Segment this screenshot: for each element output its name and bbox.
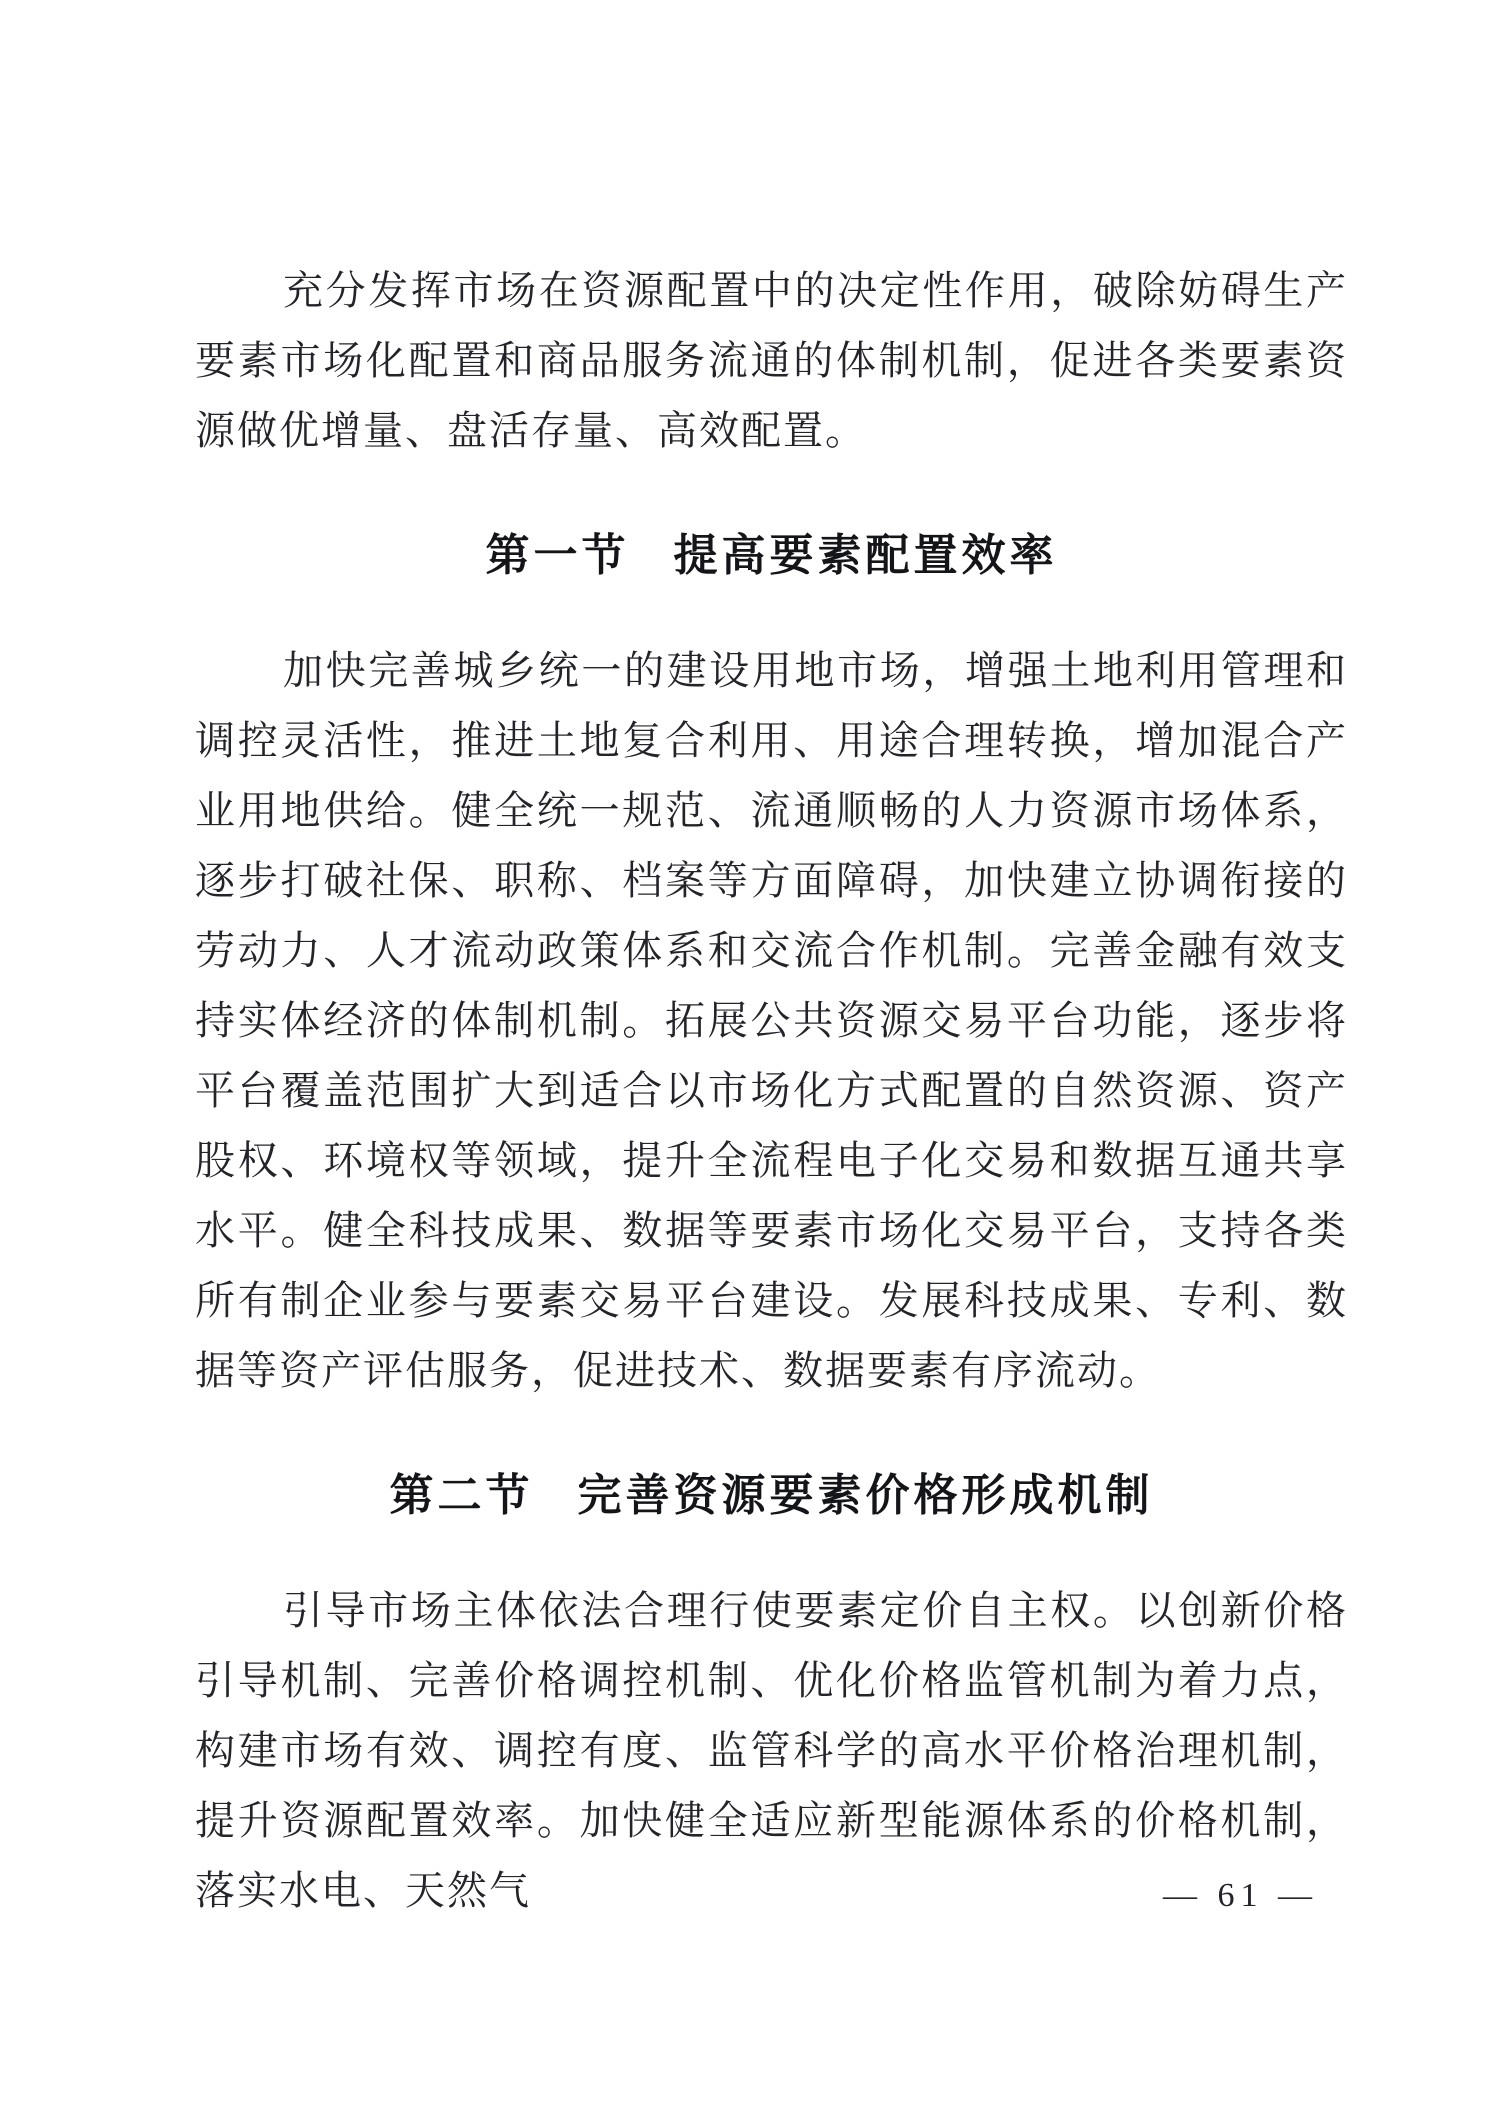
page-number: — 61 — [1163, 1877, 1318, 1914]
section-2-heading-title: 完善资源要素价格形成机制 [577, 1471, 1154, 1520]
section-2-paragraph: 引导市场主体依法合理行使要素定价自主权。以创新价格引导机制、完善价格调控机制、优化价格监管机制为着力点，构建市场有效、调控有度、监管科学的高水平价格治理机制，提升资源配置效率。加快健全适应新型能源体系的价格机制，落实水电、天然气 [195, 1588, 1348, 1913]
section-1-heading-title: 提高要素配置效率 [673, 531, 1058, 580]
page-content [195, 256, 1348, 1926]
section-1-paragraph: 加快完善城乡统一的建设用地市场，增强土地利用管理和调控灵活性，推进土地复合利用、用途合理转换，增加混合产业用地供给。健全统一规范、流通顺畅的人力资源市场体系，逐步打破社保、职称、档案等方面障碍，加快建立协调衔接的劳动力、人才流动政策体系和交流合作机制。完善金融有效支持实体经济的体制机制。拓展公共资源交易平台功能，逐步将平台覆盖范围扩大到适合以市场化方式配置的自然资源、资产股权、环境权等领域，提升全流程电子化交易和数据互通共享水平。健全科技成果、数据等要素市场化交易平台，支持各类所有制企业参与要素交易平台建设。发展科技成果、专利、数据等资产评估服务，促进技术、数据要素有序流动。 [195, 648, 1348, 1393]
intro-paragraph: 充分发挥市场在资源配置中的决定性作用，破除妨碍生产要素市场化配置和商品服务流通的体制机制，促进各类要素资源做优增量、盘活存量、高效配置。 [195, 268, 1348, 453]
section-1-heading [195, 520, 1348, 592]
section-2-heading [195, 1460, 1348, 1532]
section-1-heading-number: 第一节 [485, 531, 630, 580]
section-2-heading-number: 第二节 [389, 1471, 534, 1520]
